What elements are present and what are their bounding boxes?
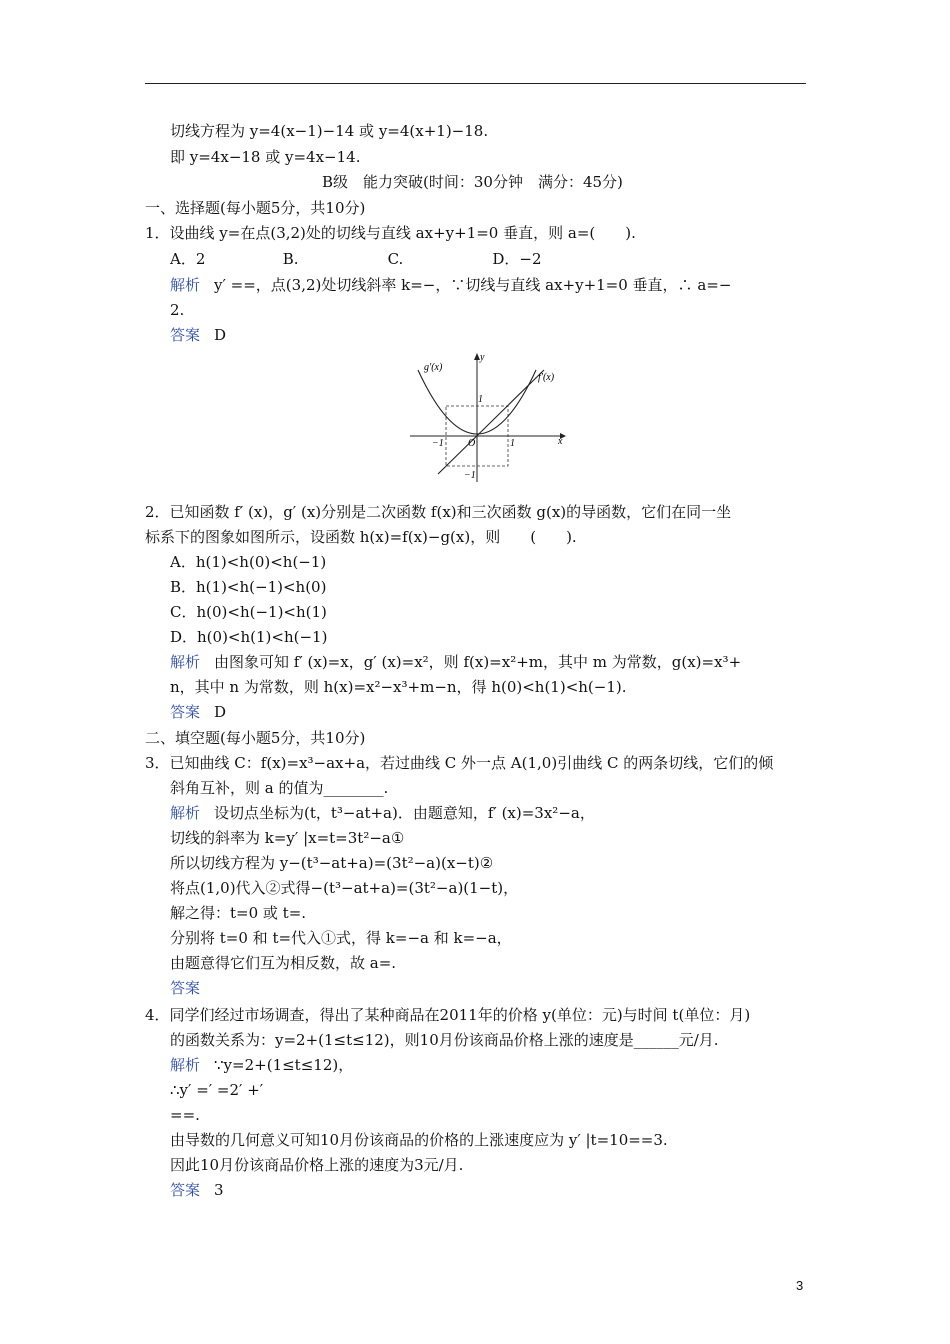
solution-line [170, 803, 595, 823]
solution-line [170, 1055, 353, 1075]
solution-line: 因此10月份该商品价格上涨的速度为3元/月. [170, 1156, 464, 1174]
solution-line: 将点(1,0)代入②式得−(t³−at+a)=(3t²−a)(1−t)， [170, 879, 519, 897]
tick-neg1-x: −1 [432, 438, 444, 449]
question-1: 1．设曲线 y=在点(3,2)处的切线与直线 ax+y+1=0 垂直，则 a=( ). [145, 224, 636, 242]
answer-tag: 答案 [170, 1181, 201, 1199]
answer-line [170, 702, 226, 722]
answer-line [170, 978, 214, 998]
g-prime-label: g′(x) [424, 362, 443, 373]
answer-text: D [214, 326, 227, 344]
text-line: 即 y=4x−18 或 y=4x−14. [170, 148, 361, 166]
section-heading: B级 能力突破(时间：30分钟 满分：45分) [322, 173, 623, 191]
answer-tag: 答案 [170, 979, 201, 997]
solution-tag: 解析 [170, 653, 201, 671]
answer-text: D [214, 703, 227, 721]
answer-tag: 答案 [170, 326, 201, 344]
option-a: A．2 [170, 250, 206, 268]
solution-tag: 解析 [170, 276, 201, 294]
solution-text: y′ ==，点(3,2)处切线斜率 k=−，∵切线与直线 ax+y+1=0 垂直，∴ a=− [214, 276, 732, 294]
option-b: B. [282, 250, 299, 268]
solution-line: 由导数的几何意义可知10月份该商品的价格的上涨速度应为 y′ |t=10==3. [170, 1131, 668, 1149]
question-2: 标系下的图象如图所示，设函数 h(x)=f(x)−g(x)，则 ( ). [145, 528, 577, 546]
answer-tag: 答案 [170, 703, 201, 721]
header-rule [145, 83, 806, 84]
solution-line: 分别将 t=0 和 t=代入①式，得 k=−a 和 k=−a， [170, 929, 512, 947]
page-number: 3 [796, 1278, 804, 1293]
solution-text: 设切点坐标为(t，t³−at+a)．由题意知，f′ (x)=3x²−a， [214, 804, 595, 822]
solution-line: ∴y′ =′ =2′ +′ [170, 1081, 264, 1099]
question-1-options [170, 249, 541, 269]
x-axis-label: x [558, 436, 563, 447]
option-c: C. [387, 250, 404, 268]
section-heading: 二、填空题(每小题5分，共10分) [145, 729, 366, 747]
solution-tag: 解析 [170, 1056, 201, 1074]
solution-line: 所以切线方程为 y−(t³−at+a)=(3t²−a)(x−t)② [170, 854, 494, 872]
question-3: 斜角互补，则 a 的值为________. [170, 779, 389, 797]
option-b: B．h(1)<h(−1)<h(0) [170, 578, 327, 596]
solution-line: n，其中 n 为常数，则 h(x)=x²−x³+m−n，得 h(0)<h(1)<h(−1). [170, 678, 627, 696]
option-a: A．h(1)<h(0)<h(−1) [170, 553, 327, 571]
origin-label: O [468, 438, 476, 449]
option-c: C．h(0)<h(−1)<h(1) [170, 603, 327, 621]
solution-line: 切线的斜率为 k=y′ |x=t=3t²−a① [170, 829, 405, 847]
solution-tag: 解析 [170, 804, 201, 822]
solution-line [170, 652, 741, 672]
tick-1-x: 1 [510, 438, 515, 449]
solution-line: 由题意得它们互为相反数，故 a=. [170, 954, 397, 972]
option-d: D．−2 [492, 250, 542, 268]
solution-text: ∵y=2+(1≤t≤12)， [214, 1056, 354, 1074]
answer-line [170, 1180, 224, 1200]
answer-text: 3 [214, 1181, 224, 1199]
solution-line: 解之得：t=0 或 t=. [170, 904, 307, 922]
tick-neg1-y: −1 [464, 470, 476, 481]
solution-text: 由图象可知 f′ (x)=x，g′ (x)=x²，则 f(x)=x²+m，其中 m 为常数，g(x)=x³+ [214, 653, 742, 671]
solution-line [170, 275, 731, 295]
solution-line: ==. [170, 1106, 200, 1124]
question-3: 3．已知曲线 C：f(x)=x³−ax+a，若过曲线 C 外一点 A(1,0)引曲线 C 的两条切线，它们的倾 [145, 754, 774, 772]
tick-1-y: 1 [478, 394, 483, 405]
text-line: 切线方程为 y=4(x−1)−14 或 y=4(x+1)−18. [170, 122, 489, 140]
option-d: D．h(0)<h(1)<h(−1) [170, 628, 328, 646]
section-heading: 一、选择题(每小题5分，共10分) [145, 199, 366, 217]
y-axis-label: y [480, 352, 485, 363]
answer-line [170, 325, 226, 345]
solution-line: 2. [170, 301, 185, 319]
question-4: 的函数关系为：y=2+(1≤t≤12)，则10月份该商品价格上涨的速度是______元/月. [170, 1031, 719, 1049]
f-prime-label: f′(x) [538, 372, 555, 383]
question-2: 2．已知函数 f′ (x)，g′ (x)分别是二次函数 f(x)和三次函数 g(x)的导函数，它们在同一坐 [145, 503, 732, 521]
function-graph [408, 348, 568, 484]
question-4: 4．同学们经过市场调查，得出了某种商品在2011年的价格 y(单位：元)与时间 t(单位：月) [145, 1006, 751, 1024]
